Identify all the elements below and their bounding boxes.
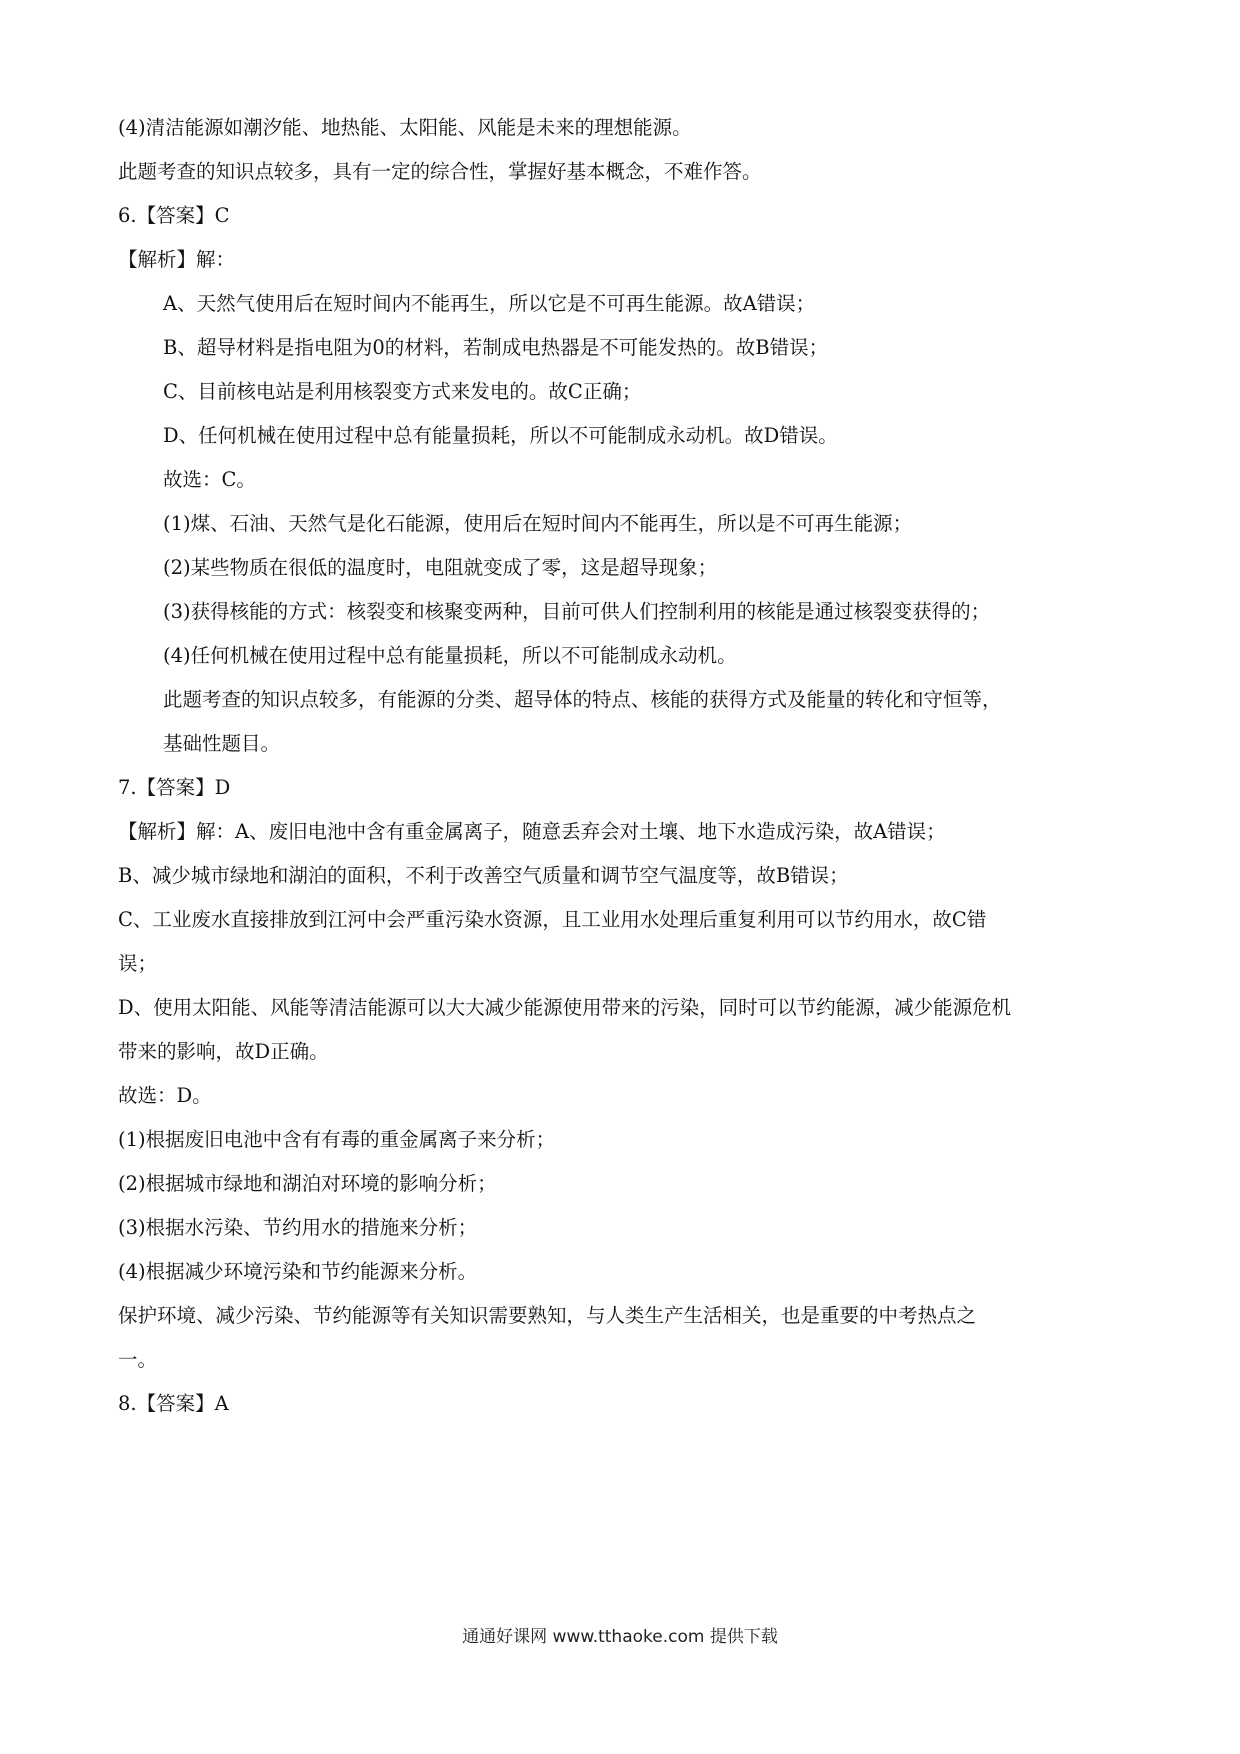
text-line: B、减少城市绿地和湖泊的面积，不利于改善空气质量和调节空气温度等，故B错误； xyxy=(118,864,849,887)
text-line: 带来的影响，故D正确。 xyxy=(118,1040,329,1063)
text-line: D、任何机械在使用过程中总有能量损耗，所以不可能制成永动机。故D错误。 xyxy=(163,424,838,447)
text-line: (3)根据水污染、节约用水的措施来分析； xyxy=(118,1216,478,1239)
answer-heading: 7.【答案】D xyxy=(118,776,231,799)
text-line: (2)根据城市绿地和湖泊对环境的影响分析； xyxy=(118,1172,497,1195)
answer-heading: 8.【答案】A xyxy=(118,1392,229,1415)
text-line: 此题考查的知识点较多，有能源的分类、超导体的特点、核能的获得方式及能量的转化和守恒等， xyxy=(163,688,1002,711)
text-line: (4)清洁能源如潮汐能、地热能、太阳能、风能是未来的理想能源。 xyxy=(118,116,692,139)
text-line: A、天然气使用后在短时间内不能再生，所以它是不可再生能源。故A错误； xyxy=(163,292,816,315)
answer-heading: 6.【答案】C xyxy=(118,204,230,227)
text-line: 保护环境、减少污染、节约能源等有关知识需要熟知，与人类生产生活相关，也是重要的中考热点之 xyxy=(118,1304,977,1327)
text-line: 【解析】解：A、废旧电池中含有重金属离子，随意丢弃会对土壤、地下水造成污染，故A错误； xyxy=(118,820,946,843)
text-line: C、目前核电站是利用核裂变方式来发电的。故C正确； xyxy=(163,380,642,403)
text-line: (1)煤、石油、天然气是化石能源，使用后在短时间内不能再生，所以是不可再生能源； xyxy=(163,512,913,535)
text-line: (2)某些物质在很低的温度时，电阻就变成了零，这是超导现象； xyxy=(163,556,718,579)
text-line: 故选：D。 xyxy=(118,1084,212,1107)
text-line: (4)任何机械在使用过程中总有能量损耗，所以不可能制成永动机。 xyxy=(163,644,737,667)
text-line: (3)获得核能的方式：核裂变和核聚变两种，目前可供人们控制利用的核能是通过核裂变获得的； xyxy=(163,600,991,623)
text-line: 故选：C。 xyxy=(163,468,256,491)
text-line: C、工业废水直接排放到江河中会严重污染水资源，且工业用水处理后重复利用可以节约用水，故C错 xyxy=(118,908,987,931)
text-line: 误； xyxy=(118,952,158,975)
text-line: 此题考查的知识点较多，具有一定的综合性，掌握好基本概念，不难作答。 xyxy=(118,160,762,183)
text-line: B、超导材料是指电阻为0的材料，若制成电热器是不可能发热的。故B错误； xyxy=(163,336,829,359)
analysis-heading: 【解析】解： xyxy=(118,248,236,271)
text-line: 一。 xyxy=(118,1348,158,1371)
text-line: (4)根据减少环境污染和节约能源来分析。 xyxy=(118,1260,478,1283)
text-line: (1)根据废旧电池中含有有毒的重金属离子来分析； xyxy=(118,1128,556,1151)
text-line: 基础性题目。 xyxy=(163,732,281,755)
page-footer: 通通好课网 www.tthaoke.com 提供下载 xyxy=(462,1627,778,1647)
text-line: D、使用太阳能、风能等清洁能源可以大大减少能源使用带来的污染，同时可以节约能源，减少能源危机 xyxy=(118,996,1012,1019)
